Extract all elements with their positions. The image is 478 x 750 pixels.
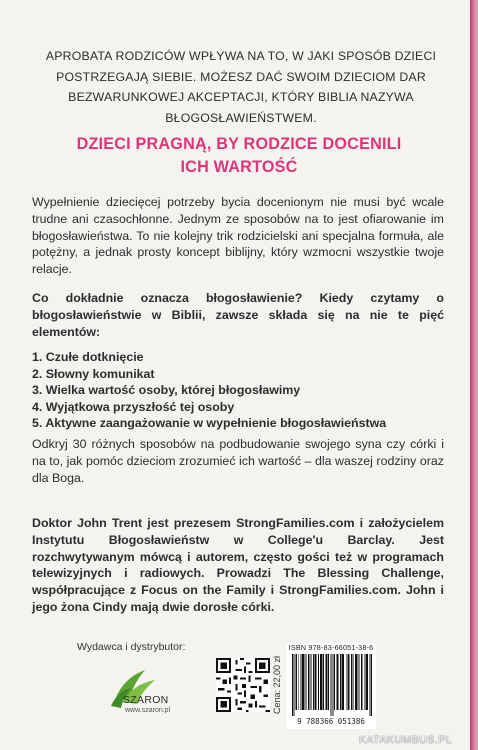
list-item: 1. Czułe dotknięcie — [32, 350, 144, 364]
paragraph-intro: Wypełnienie dziecięcej potrzeby bycia docenionym nie musi być wcale trudne ani czasochłonne. Jednym ze sposobów na to jest ofiarowanie im błogosławieństwa. To nie kolejny trik rodzicielski ani specjalna formuła, ale potężny, a jednak prosty koncept biblijny, który wzmocni wszystkie twoje relacje. — [32, 195, 444, 277]
list-item: 3. Wielka wartość osoby, której błogosławimy — [32, 383, 301, 398]
headline-line-2: ICH WARTOŚĆ — [180, 158, 298, 176]
paragraph-discover: Odkryj 30 różnych sposobów na podbudowanie swojego syna czy córki i na to, jak pomóc dzieciom zrozumieć ich wartość – dla waszej rodziny oraz dla Boga. — [32, 437, 444, 485]
list-item: 4. Wyjątkowa przyszłość tej osoby — [32, 399, 235, 414]
publisher-label: Wydawca i dystrybutor: — [77, 641, 186, 653]
headline-line-1: DZIECI PRAGNĄ, BY RODZICE DOCENILI — [76, 135, 402, 153]
barcode-icon — [292, 654, 372, 716]
publisher-name: SZARON — [123, 694, 169, 706]
qr-code-icon — [216, 658, 270, 712]
blessing-elements-list — [32, 349, 452, 432]
pink-spine-edge — [470, 0, 478, 750]
watermark: KATAKUMBUS.PL — [359, 734, 453, 746]
author-bio: Doktor John Trent jest prezesem StrongFamilies.com i założycielem Instytutu Błogosławieństw w College'u Barclay. Jest rozchwytywanym mówcą i autorem, często gości też w programach telewizyjnych i radiowych. Prowadzi The Blessing Challenge, współpracujące z Focus on the Family i StrongFamilies.com. John i jego żona Cindy mają dwie dorosłe córki. — [32, 516, 444, 614]
barcode-digits: 9 788366 051386 — [297, 717, 365, 726]
publisher-url: www.szaron.pl — [125, 707, 171, 714]
list-item: 2. Słowny komunikat — [32, 366, 155, 381]
isbn-number: ISBN 978-83-66051-38-6 — [288, 643, 374, 652]
intro-text: APROBATA RODZICÓW WPŁYWA NA TO, W JAKI SPOSÓB DZIECI POSTRZEGAJĄ SIEBIE. MOŻESZ DAĆ SWOIM DZIECIOM DAR BEZWARUNKOWEJ AKCEPTACJI, KTÓRY BIBLIA NAZYWA BŁOGOSŁAWIEŃSTWEM. — [45, 49, 437, 125]
paragraph-question: Co dokładnie oznacza błogosławienie? Kiedy czytamy o błogosławieństwie w Biblii, zawsze składa się na nie te pięć elementów: — [32, 291, 444, 339]
price-label: Cena: 22,00 zł — [272, 655, 282, 715]
headline — [34, 133, 444, 179]
isbn-barcode — [286, 643, 376, 729]
list-item: 5. Aktywne zaangażowanie w wypełnienie błogosławieństwa — [32, 416, 387, 431]
